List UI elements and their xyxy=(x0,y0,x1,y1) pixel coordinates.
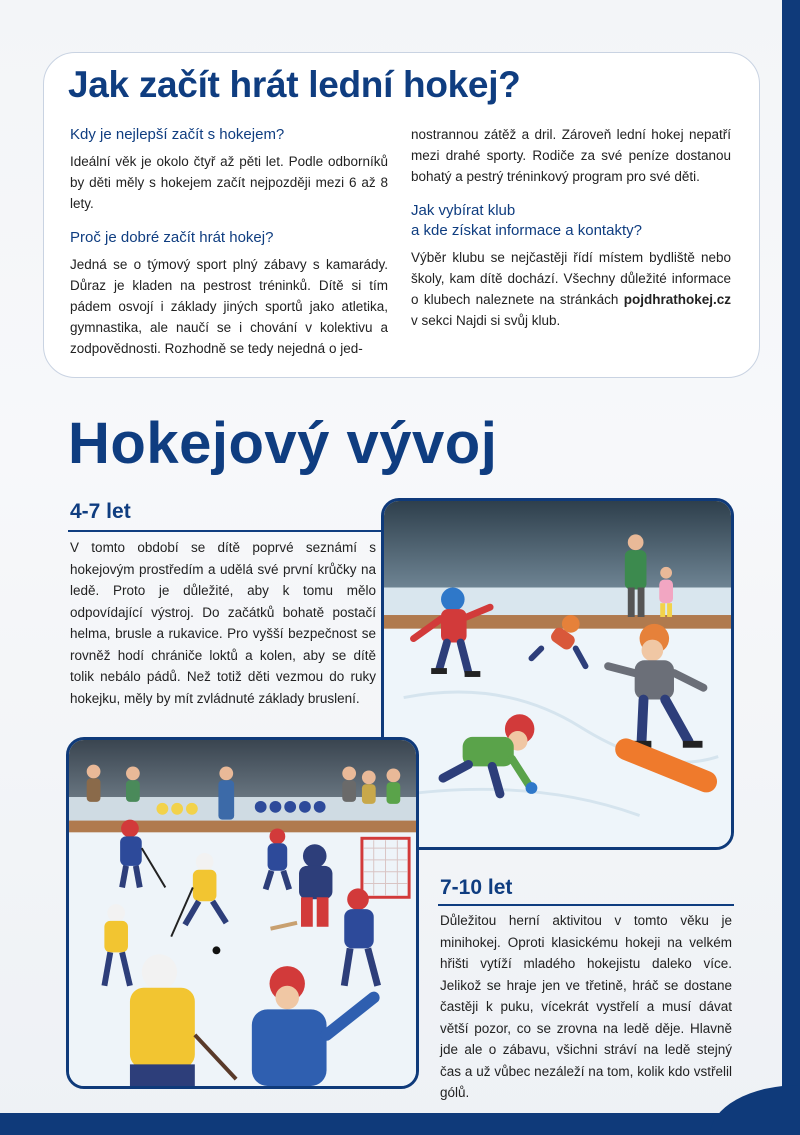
website-link[interactable]: pojdhrathokej.cz xyxy=(623,292,731,307)
stage-text-4-7: V tomto období se dítě poprvé seznámí s hokejovým prostředím a udělá své první krůčky na ledě. Proto je důležité, aby k tomu mělo odpovídající výstroj. Do začátků bohatě postačí helma, brusle a rukavice. Pro vyšší bezpečnost se rovněž hodí chrániče loktů a kolen, aby se dítě tolik nebálo pádů. Než totiž děti vezmou do ruky hokejku, měly by mít zvládnuté základy bruslení. xyxy=(70,540,376,706)
illustration-mini-hockey xyxy=(66,737,419,1089)
stage-underline-4-7 xyxy=(68,530,386,532)
answer-when: Ideální věk je okolo čtyř až pěti let. Podle odborníků by děti měly s hokejem začít nejpozději mezi 6 až 8 lety. xyxy=(70,154,388,211)
stage-text-7-10: Důležitou herní aktivitou v tomto věku je minihokej. Oproti klasickému hokeji na velkém hřišti vytíží mladého hokejistu daleko více. Jelikož se hraje jen ve třetině, hráč se dostane častěji k puku, vícekrát vystřelí a musí dávat větší pozor, co se zrovna na ledě děje. Hlavně jde ale o zábavu, všichni stráví na ledě stejný čas a už vůbec nezáleží na tom, kolik kdo vstřelil gólů. xyxy=(440,913,732,1100)
stage-heading-4-7: 4-7 let xyxy=(70,500,131,523)
section-title: Hokejový vývoj xyxy=(68,411,498,476)
answer-why: Jedná se o týmový sport plný zábavy s kamarády. Důraz je kladen na pestrost tréninků. Dítě si tím pádem osvojí i základy jiných sportů jako atletika, gymnastika, ale naučí se i chování v kolektivu a zodpovědnosti. Rozhodně se tedy nejedná o jed- xyxy=(70,257,388,356)
page-title: Jak začít hrát lední hokej? xyxy=(68,64,521,105)
answer-club-text-before: Výběr klubu se nejčastěji řídí místem bydliště nebo školy, kam dítě dochází. Všechny důležité informace o klubech naleznete na stránkách xyxy=(411,250,731,307)
answer-club-text-after: v sekci Najdi si svůj klub. xyxy=(411,313,561,328)
bottom-edge-stripe xyxy=(0,1113,800,1135)
answer-club xyxy=(411,247,731,331)
answer-why-continued: nostrannou zátěž a dril. Zároveň lední hokej nepatří mezi drahé sporty. Rodiče za své peníze dostanou bohatý a pestrý tréninkový program pro své děti. xyxy=(411,127,731,184)
question-heading-club xyxy=(411,201,731,241)
question-heading-club-line2: a kde získat informace a kontakty? xyxy=(411,222,642,239)
info-column-left xyxy=(70,125,388,373)
question-heading-club-line1: Jak vybírat klub xyxy=(411,202,516,219)
info-column-right xyxy=(411,124,731,345)
question-heading-why: Proč je dobré začít hrát hokej? xyxy=(70,229,274,246)
illustration-learning-to-skate xyxy=(381,498,734,850)
stage-heading-7-10: 7-10 let xyxy=(440,876,513,899)
stage-underline-7-10 xyxy=(438,904,734,906)
question-heading-when: Kdy je nejlepší začít s hokejem? xyxy=(70,126,285,143)
right-edge-stripe xyxy=(782,0,800,1135)
